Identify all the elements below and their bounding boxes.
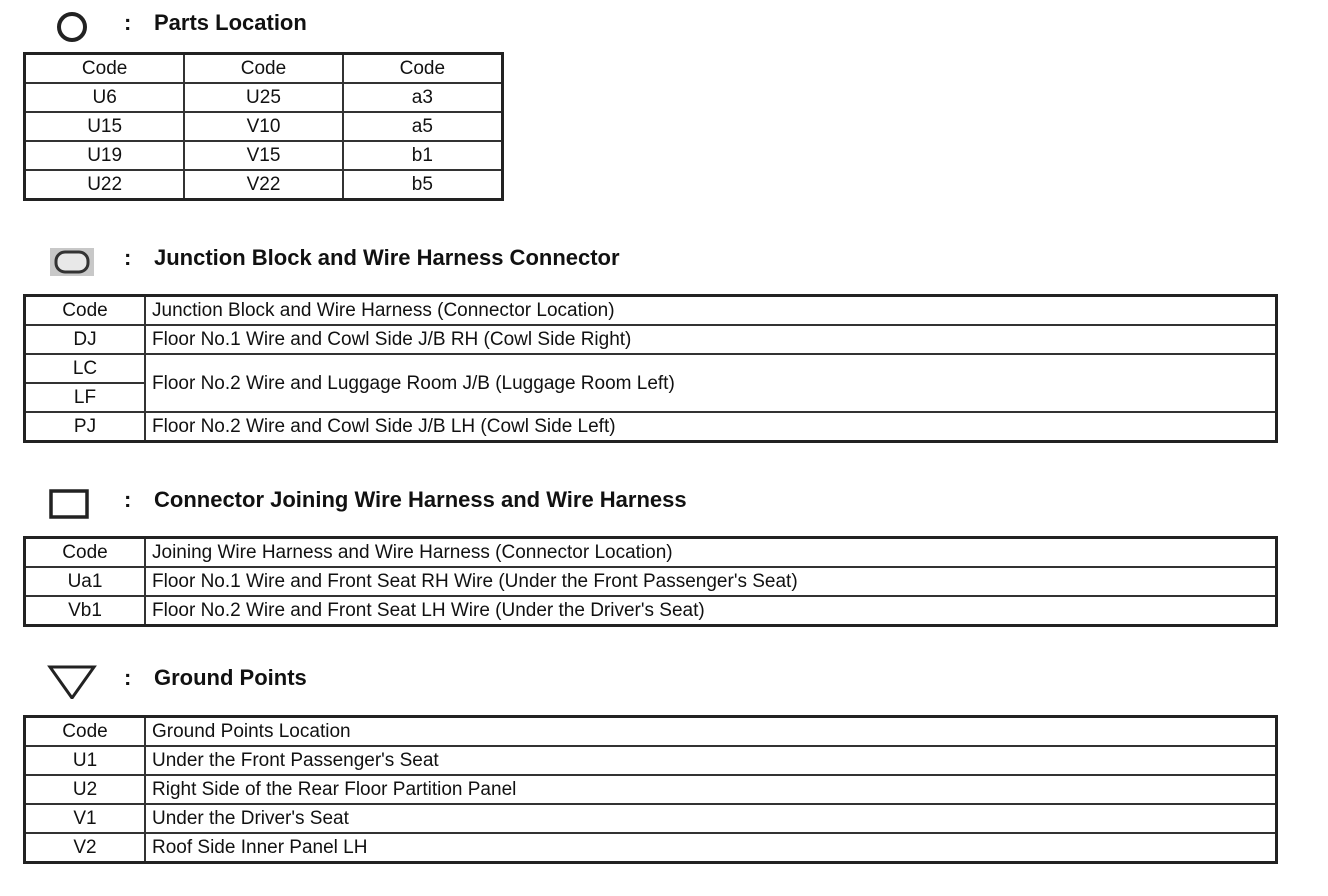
table-header-row xyxy=(25,538,1277,568)
triangle-symbol-icon xyxy=(46,665,98,699)
table-row xyxy=(25,354,1277,383)
header-code: Code xyxy=(25,717,146,747)
code-cell: b5 xyxy=(343,170,503,200)
code-cell: PJ xyxy=(25,412,146,442)
code-cell: U19 xyxy=(25,141,185,170)
header-description: Ground Points Location xyxy=(145,717,1277,747)
header-description: Joining Wire Harness and Wire Harness (Connector Location) xyxy=(145,538,1277,568)
code-cell: V1 xyxy=(25,804,146,833)
description-cell: Right Side of the Rear Floor Partition Panel xyxy=(145,775,1277,804)
code-cell: U6 xyxy=(25,83,185,112)
circle-symbol-icon xyxy=(46,10,98,44)
connector-joining-table xyxy=(23,536,1278,627)
table-header-row xyxy=(25,296,1277,326)
table-row xyxy=(25,567,1277,596)
header-code: Code xyxy=(25,538,146,568)
description-cell: Floor No.2 Wire and Cowl Side J/B LH (Cowl Side Left) xyxy=(145,412,1277,442)
code-cell: V2 xyxy=(25,833,146,863)
header-code: Code xyxy=(25,54,185,84)
code-cell: U15 xyxy=(25,112,185,141)
description-cell: Floor No.2 Wire and Luggage Room J/B (Luggage Room Left) xyxy=(145,354,1277,412)
code-cell: LC xyxy=(25,354,146,383)
table-row xyxy=(25,596,1277,626)
table-row xyxy=(25,325,1277,354)
code-cell: Ua1 xyxy=(25,567,146,596)
description-cell: Floor No.1 Wire and Cowl Side J/B RH (Cowl Side Right) xyxy=(145,325,1277,354)
description-cell: Floor No.2 Wire and Front Seat LH Wire (Under the Driver's Seat) xyxy=(145,596,1277,626)
code-cell: U22 xyxy=(25,170,185,200)
table-row xyxy=(25,112,503,141)
description-cell: Under the Front Passenger's Seat xyxy=(145,746,1277,775)
connector-joining-title: Connector Joining Wire Harness and Wire Harness xyxy=(154,487,687,512)
table-row xyxy=(25,170,503,200)
code-cell: U25 xyxy=(184,83,342,112)
table-row xyxy=(25,746,1277,775)
parts-location-title: Parts Location xyxy=(154,10,307,35)
shaded-rounded-rectangle-symbol-icon xyxy=(46,245,98,279)
junction-block-table xyxy=(23,294,1278,443)
ground-points-title: Ground Points xyxy=(154,665,307,690)
heading-colon: : xyxy=(124,487,132,512)
code-cell: a5 xyxy=(343,112,503,141)
rectangle-symbol-icon xyxy=(46,487,98,521)
header-code: Code xyxy=(25,296,146,326)
code-cell: Vb1 xyxy=(25,596,146,626)
header-description: Junction Block and Wire Harness (Connector Location) xyxy=(145,296,1277,326)
code-cell: V10 xyxy=(184,112,342,141)
code-cell: DJ xyxy=(25,325,146,354)
code-cell: U1 xyxy=(25,746,146,775)
parts-location-table xyxy=(23,52,504,201)
code-cell: a3 xyxy=(343,83,503,112)
table-row xyxy=(25,804,1277,833)
ground-points-table xyxy=(23,715,1278,864)
table-row xyxy=(25,83,503,112)
code-cell: U2 xyxy=(25,775,146,804)
heading-colon: : xyxy=(124,10,132,35)
code-cell: V22 xyxy=(184,170,342,200)
header-code: Code xyxy=(343,54,503,84)
description-cell: Roof Side Inner Panel LH xyxy=(145,833,1277,863)
table-row xyxy=(25,833,1277,863)
description-cell: Under the Driver's Seat xyxy=(145,804,1277,833)
description-cell: Floor No.1 Wire and Front Seat RH Wire (Under the Front Passenger's Seat) xyxy=(145,567,1277,596)
table-header-row xyxy=(25,717,1277,747)
heading-colon: : xyxy=(124,665,132,690)
heading-colon: : xyxy=(124,245,132,270)
junction-block-title: Junction Block and Wire Harness Connector xyxy=(154,245,620,270)
table-row xyxy=(25,412,1277,442)
table-header-row xyxy=(25,54,503,84)
code-cell: b1 xyxy=(343,141,503,170)
code-cell: V15 xyxy=(184,141,342,170)
table-row xyxy=(25,141,503,170)
code-cell: LF xyxy=(25,383,146,412)
header-code: Code xyxy=(184,54,342,84)
table-row xyxy=(25,775,1277,804)
